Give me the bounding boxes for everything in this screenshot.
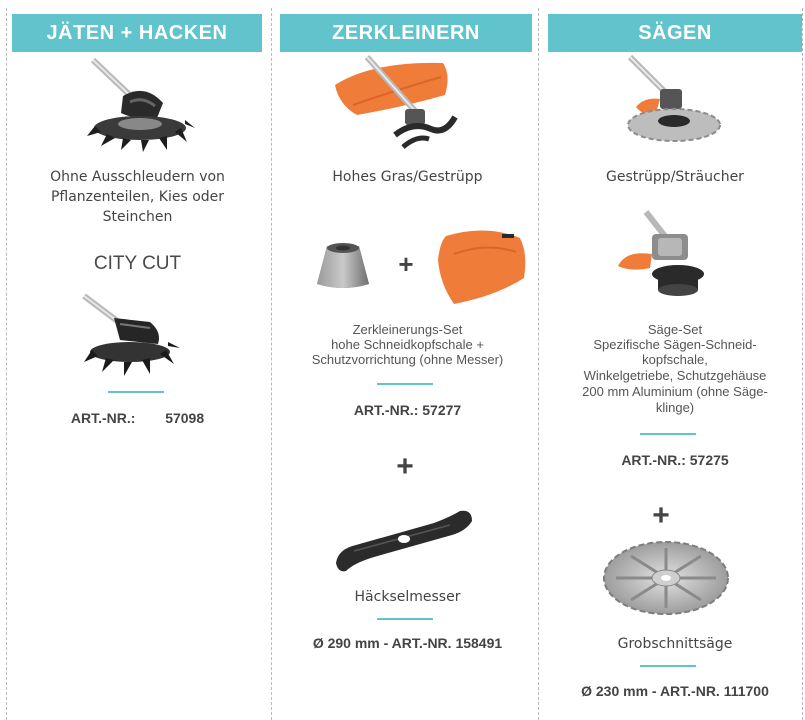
art-number-row [30, 410, 245, 426]
divider-rule [640, 433, 696, 435]
shredder-blade-icon [334, 505, 474, 575]
column-description: Ohne Ausschleudern von Pflanzenteilen, Kies oder Steinchen [50, 169, 225, 225]
column-header: ZERKLEINERN [280, 14, 532, 52]
cutting-head-bowl-icon [313, 238, 373, 293]
weeding-trimmer-head-icon [85, 58, 195, 153]
art-number: 57098 [165, 410, 205, 426]
art-number: ART.-NR.: 57277 [353, 402, 462, 418]
product-name: CITY CUT [93, 253, 182, 274]
city-cut-head-icon [80, 292, 180, 377]
saw-blade-icon [601, 538, 731, 618]
set-description-line: 200 mm Aluminium (ohne Säge- [582, 384, 768, 399]
art-label: ART.-NR.: [70, 410, 136, 426]
column-description: Hohes Gras/Gestrüpp [332, 169, 483, 185]
set-description-line: Spezifische Sägen-Schneid- [593, 337, 757, 352]
set-title: Säge-Set [647, 322, 703, 337]
divider-rule [377, 618, 433, 620]
accessory-art-number: Ø 230 mm - ART.-NR. 111700 [581, 683, 769, 699]
divider-rule [377, 383, 433, 385]
plus-sign: + [652, 499, 670, 532]
saw-trimmer-icon [616, 55, 726, 155]
set-description-line: klinge) [655, 400, 695, 415]
plus-sign: + [398, 249, 414, 279]
column-divider-right [802, 8, 803, 720]
column-header: SÄGEN [548, 14, 802, 52]
accessory-art-number: Ø 290 mm - ART.-NR. 158491 [312, 635, 503, 651]
set-description-line: Schutzvorrichtung (ohne Messer) [311, 352, 504, 367]
set-title: Zerkleinerungs-Set [352, 322, 463, 337]
orange-guard-icon [436, 224, 528, 306]
divider-rule [640, 665, 696, 667]
angle-gear-icon [616, 210, 716, 300]
accessory-name: Grobschnittsäge [617, 636, 733, 652]
shredder-trimmer-icon [333, 55, 463, 155]
set-description-line: Winkelgetriebe, Schutzgehäuse [583, 368, 767, 383]
set-description-line: kopfschale, [642, 352, 708, 367]
accessory-name: Häckselmesser [354, 589, 461, 605]
divider-rule [108, 391, 164, 393]
column-description: Gestrüpp/Sträucher [606, 169, 744, 185]
art-number: ART.-NR.: 57275 [621, 452, 729, 468]
column-header: JÄTEN + HACKEN [12, 14, 262, 52]
plus-sign: + [396, 450, 414, 483]
column-divider-1 [271, 8, 272, 720]
set-description-line: hohe Schneidkopfschale + [331, 337, 484, 352]
column-divider-left [6, 8, 7, 720]
column-divider-2 [538, 8, 539, 720]
